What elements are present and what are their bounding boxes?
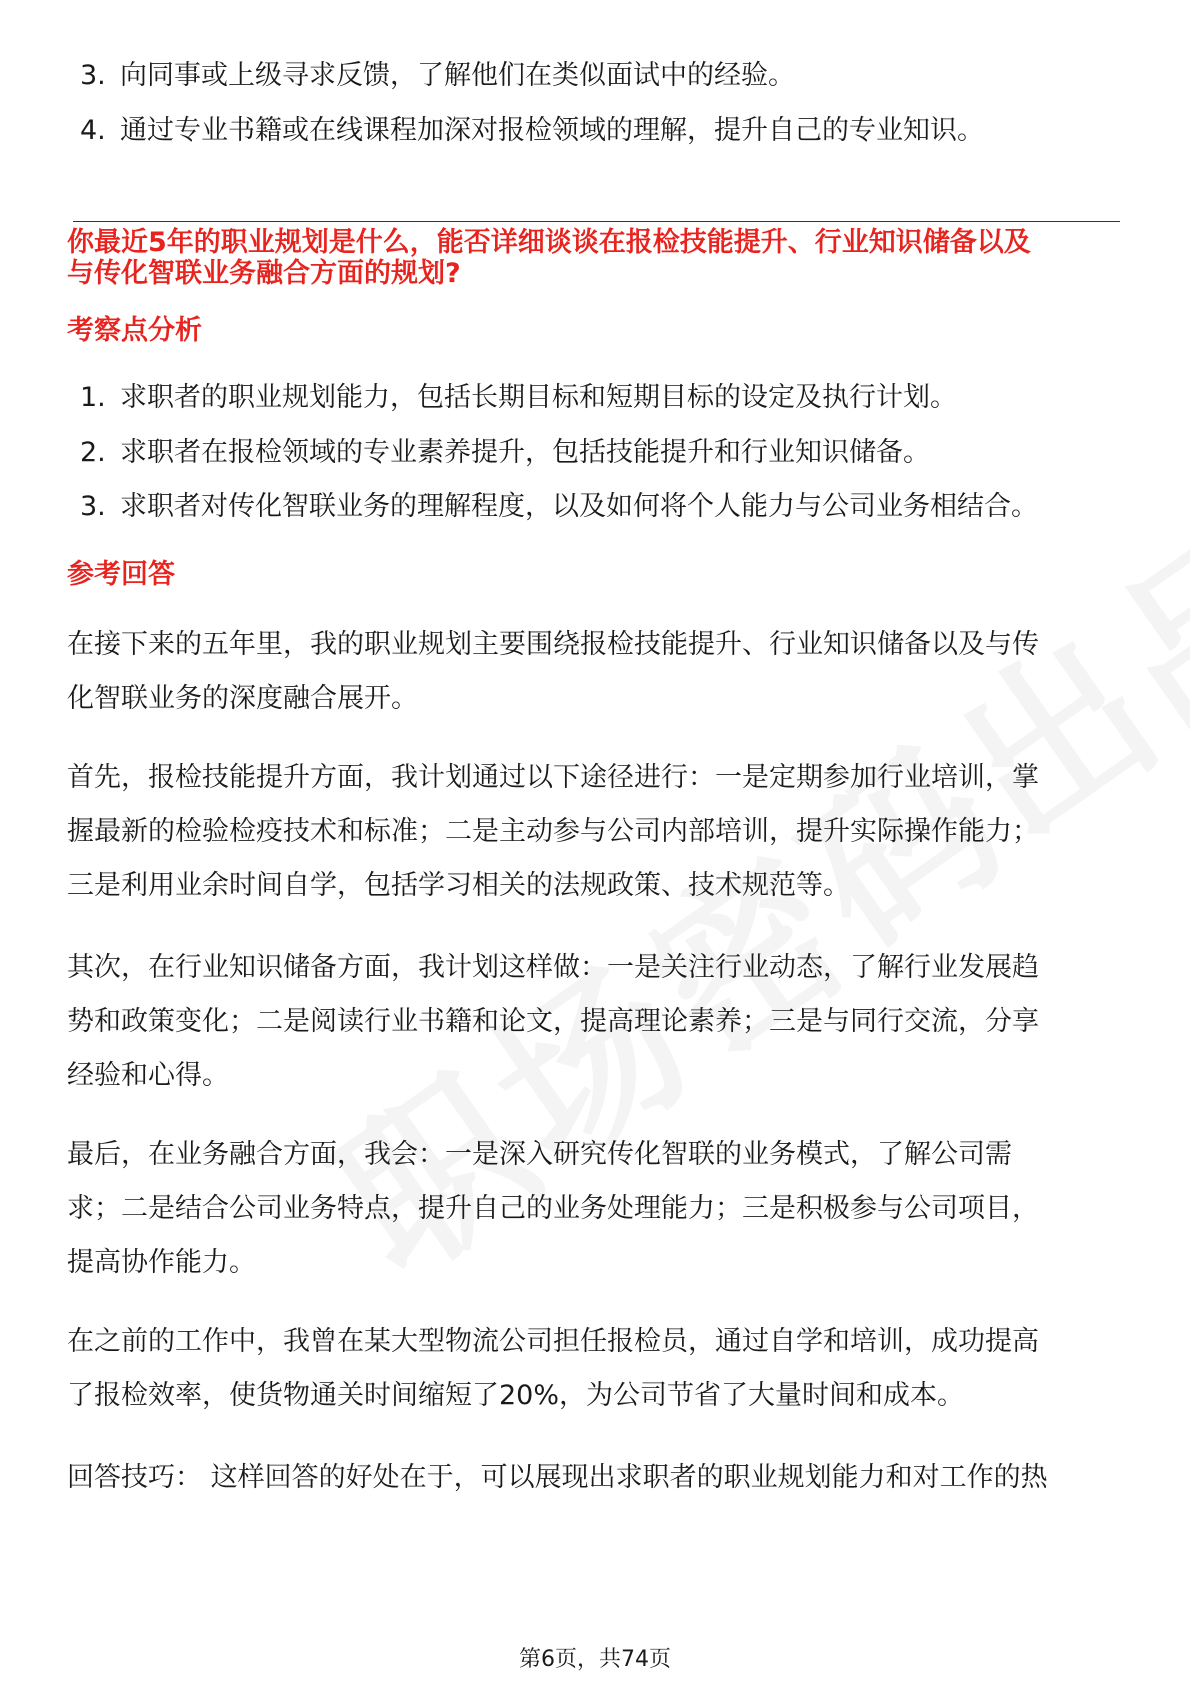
paragraph-line: 回答技巧： 这样回答的好处在于，可以展现出求职者的职业规划能力和对工作的热 [67,1462,1048,1493]
page-footer: 第6页，共74页 [519,1647,671,1672]
list-number: 2. [80,437,106,468]
list-text: 求职者的职业规划能力，包括长期目标和短期目标的设定及执行计划。 [120,382,957,413]
list-text: 通过专业书籍或在线课程加深对报检领域的理解，提升自己的专业知识。 [120,115,984,146]
paragraph-line: 首先，报检技能提升方面，我计划通过以下途径进行：一是定期参加行业培训，掌 [67,762,1039,793]
question-line-2: 与传化智联业务融合方面的规划? [67,258,461,289]
paragraph-line: 提高协作能力。 [67,1247,256,1278]
paragraph-line: 了报检效率，使货物通关时间缩短了20%，为公司节省了大量时间和成本。 [67,1380,965,1411]
paragraph-line: 求；二是结合公司业务特点，提升自己的业务处理能力；三是积极参与公司项目， [67,1193,1039,1224]
list-number: 4. [80,115,106,146]
paragraph-line: 在之前的工作中，我曾在某大型物流公司担任报检员，通过自学和培训，成功提高 [67,1326,1039,1357]
paragraph-line: 最后，在业务融合方面，我会：一是深入研究传化智联的业务模式，了解公司需 [67,1139,1012,1170]
paragraph-line: 化智联业务的深度融合展开。 [67,683,418,714]
analysis-heading: 考察点分析 [67,315,202,346]
list-number: 3. [80,491,106,522]
list-item [80,435,930,471]
list-item [80,489,1038,525]
list-number: 3. [80,60,106,91]
paragraph-line: 三是利用业余时间自学，包括学习相关的法规政策、技术规范等。 [67,870,850,901]
paragraph-line: 经验和心得。 [67,1060,229,1091]
paragraph-line: 在接下来的五年里，我的职业规划主要围绕报检技能提升、行业知识储备以及与传 [67,629,1039,660]
list-text: 向同事或上级寻求反馈，了解他们在类似面试中的经验。 [120,60,795,91]
list-text: 求职者对传化智联业务的理解程度，以及如何将个人能力与公司业务相结合。 [120,491,1038,522]
section-divider [73,221,1120,222]
answer-heading: 参考回答 [67,559,175,590]
list-text: 求职者在报检领域的专业素养提升，包括技能提升和行业知识储备。 [120,437,930,468]
list-number: 1. [80,382,106,413]
question-line-1: 你最近5年的职业规划是什么，能否详细谈谈在报检技能提升、行业知识储备以及 [67,227,1031,258]
paragraph-line: 其次，在行业知识储备方面，我计划这样做：一是关注行业动态，了解行业发展趋 [67,952,1039,983]
paragraph-line: 势和政策变化；二是阅读行业书籍和论文，提高理论素养；三是与同行交流，分享 [67,1006,1039,1037]
list-item [80,113,984,149]
paragraph-line: 握最新的检验检疫技术和标准；二是主动参与公司内部培训，提升实际操作能力； [67,816,1039,847]
list-item [80,58,795,94]
list-item [80,380,957,416]
